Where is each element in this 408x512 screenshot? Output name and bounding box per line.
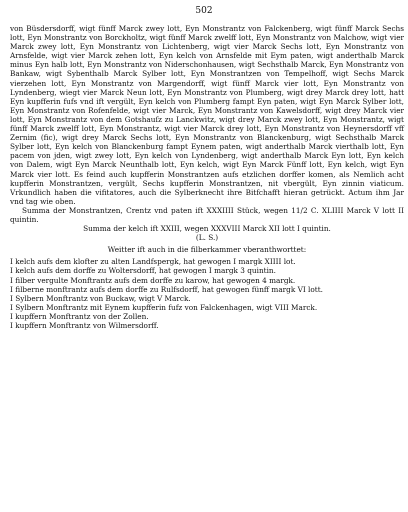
list-item: I kupffern Monftrantz von der Zollen. (10, 311, 149, 321)
sum-monstrances: Summa der Monstrantzen, Crentz vnd paten ift XXXIIII Stück, wegen 11/2 C. XLIIII Marck V lott II quintin. (10, 205, 404, 224)
inventory-paragraph: von Büsdersdorff, wigt fünff Marck zwey lott, Eyn Monstrantz von Falckenberg, wigt fünff Marck Sechs lott, Eyn Monstrantz von Borckholtz, wigt fünff Marck zwelff lott, Eyn Monstrantz von Malchow, wigt vier Marck zwey lott, Eyn Monstrantz von Lichtenberg, wigt vier Marck Sechs lott, Eyn Monstrantz von Arnsfelde, wigt vier Marck zehen lott, Eyn kelch von Arnsfelde mit Eym paten, wigt anderthalb Marck minus Eyn halb lott, Eyn Monstrantz von Niderschonhausen, wigt Sechsthalb Marck, Eyn Monstrantz von Bankaw, wigt Sybenthalb Marck Sylber lott, Eyn Monstrantzen von Tempelhoff, wigt Sechs Marck vierzehen lott, Eyn Monstrantz von Margendorff, wigt fünff Marck vier lott, Eyn Monstrantz von Lyndenberg, wiegt vier Marck Neun lott, Eyn Monstrantz von Plumberg, wigt drey Marck drey lott, hatt Eyn kupfferin fufs vnd ift vergült, Eyn kelch von Plumberg fampt Eyn paten, wigt Eyn Marck Sylber lott, Eyn Monstrantz von Rofenfelde, wigt vier Marck, Eyn Monstrantz von Kawelsdorff, wigt drey Marck vier lott, Eyn Monstrantz von dem Gotshauſz zu Lanckwitz, wigt drey Marck zwey lott, Eyn Monstrantz, wigt fünff Marck zwelff lott, Eyn Monstrantz, wigt vier Marck drey lott, Eyn Monstrantz von Heynersdorff vff Zernim (fic), wigt drey Marck Sechs lott, Eyn Monstrantz von Blanckenburg, wigt Sechsthalb Marck Sylber lott, Eyn kelch von Blanckenburg fampt Eynem paten, wigt anderthalb Marck vierthalb lott, Eyn pacem von jden, wigt zwey lott, Eyn kelch von Lyndenberg, wigt anderthalb Marck Eyn lott, Eyn kelch von Dalem, wigt Eyn Marck Neunthalb lott, Eyn kelch, wigt Eyn Marck Fünff lott, Eyn kelch, wigt Eyn Marck vier lott. Es feind auch kupfferin Monstrantzen aufs etzlichen dorffer komen, als Nemlich acht kupfferin Monstrantzen, vergült, Sechs kupfferin Monstrantzen, nit vbergült, Eyn zinnin viaticum. Vrkundlich haben die vifitatores, auch die Sylberknecht ihre Bitfchafft hieran getrückt. Actum ihm Jar vnd tag wie oben. (10, 24, 404, 206)
seal-mark: (L. S.) (195, 233, 219, 243)
list-item: I kupffern Monftrantz von Wilmersdorff. (10, 321, 159, 330)
list-item: I filberne monftrantz aufs dem dorffe zu Rulfsdorff, hat gewogen fünff margk VI lott. (10, 284, 323, 294)
list-item: I kelch aufs dem klofter zu alten Landfspergk, hat gewogen I margk XIIII lot. (10, 257, 296, 267)
list-item: I Sylbern Monftrantz von Buckaw, wigt V Marck. (10, 293, 191, 303)
list-item: I kelch aufs dem dorffe zu Woltersdorff, hat gewogen I margk 3 quintin. (10, 266, 276, 276)
silver-list (10, 257, 404, 330)
list-item: I Sylbern Monftrantz mit Eynem kupfferin fufz von Falckenhagen, wigt VIII Marck. (10, 302, 318, 312)
page-number: 502 (195, 6, 213, 16)
document-body (10, 24, 404, 330)
section-heading: Weitter ift auch in die filberkammer vberanthworttet: (107, 245, 307, 255)
list-item: I filber vergulte Monftrantz aufs dem dorffe zu karow, hat gewogen 4 margk. (10, 275, 296, 285)
sum-chalices: Summa der kelch ift XXIII, wegen XXXVIII Marck XII lott I quintin. (83, 224, 331, 234)
